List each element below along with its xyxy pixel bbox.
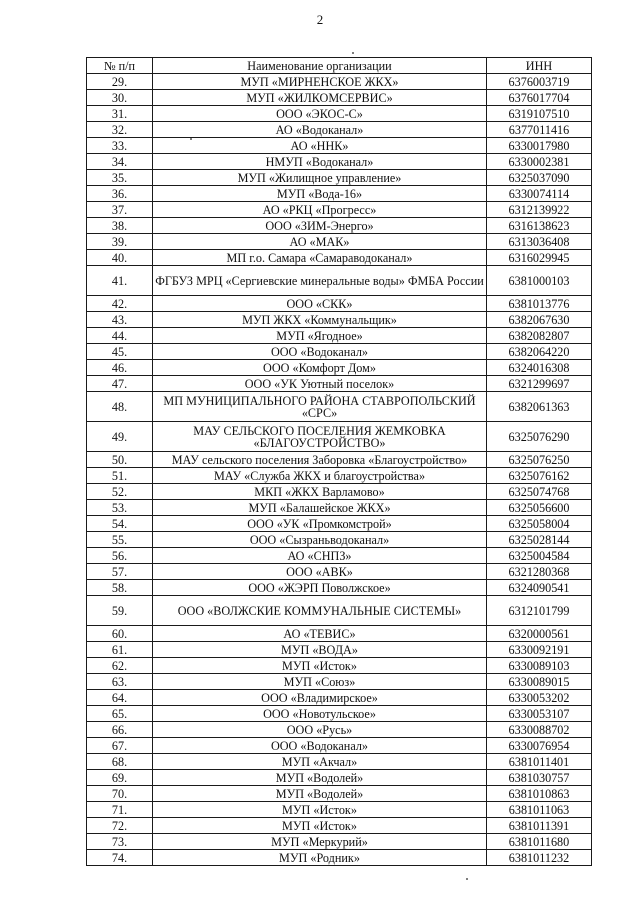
organization-name-cell: ООО «СКК» xyxy=(153,296,487,312)
table-row xyxy=(87,106,592,122)
row-number-cell: 73. xyxy=(87,834,153,850)
table-row xyxy=(87,328,592,344)
organization-name-cell: МУП «Вода-16» xyxy=(153,186,487,202)
table-row xyxy=(87,312,592,328)
inn-cell: 6381011391 xyxy=(487,818,592,834)
table-row xyxy=(87,722,592,738)
column-header-organization: Наименование организации xyxy=(153,58,487,74)
table-row xyxy=(87,754,592,770)
column-header-number: № п/п xyxy=(87,58,153,74)
organization-name-cell: ООО «Владимирское» xyxy=(153,690,487,706)
organization-name-cell: ООО «УК Уютный поселок» xyxy=(153,376,487,392)
inn-cell: 6325004584 xyxy=(487,548,592,564)
organization-name-cell: ООО «УК «Промкомстрой» xyxy=(153,516,487,532)
organization-name-cell: МП МУНИЦИПАЛЬНОГО РАЙОНА СТАВРОПОЛЬСКИЙ «СРС» xyxy=(153,392,487,422)
table-row xyxy=(87,690,592,706)
table-row xyxy=(87,376,592,392)
row-number-cell: 57. xyxy=(87,564,153,580)
row-number-cell: 62. xyxy=(87,658,153,674)
organization-name-cell: МУП ЖКХ «Коммунальщик» xyxy=(153,312,487,328)
organization-name-cell: МАУ СЕЛЬСКОГО ПОСЕЛЕНИЯ ЖЕМКОВКА «БЛАГОУСТРОЙСТВО» xyxy=(153,422,487,452)
organization-name-cell: ООО «ВОЛЖСКИЕ КОММУНАЛЬНЫЕ СИСТЕМЫ» xyxy=(153,596,487,626)
row-number-cell: 32. xyxy=(87,122,153,138)
organization-name-cell: МУП «Исток» xyxy=(153,818,487,834)
row-number-cell: 65. xyxy=(87,706,153,722)
inn-cell: 6330089103 xyxy=(487,658,592,674)
row-number-cell: 47. xyxy=(87,376,153,392)
organization-name-cell: ООО «ЗИМ-Энерго» xyxy=(153,218,487,234)
scan-speck xyxy=(352,52,354,54)
organization-name-cell: МУП «Меркурий» xyxy=(153,834,487,850)
inn-cell: 6382067630 xyxy=(487,312,592,328)
row-number-cell: 52. xyxy=(87,484,153,500)
inn-cell: 6316029945 xyxy=(487,250,592,266)
inn-cell: 6325076250 xyxy=(487,452,592,468)
table-row xyxy=(87,202,592,218)
row-number-cell: 67. xyxy=(87,738,153,754)
row-number-cell: 39. xyxy=(87,234,153,250)
inn-cell: 6381011401 xyxy=(487,754,592,770)
table-body xyxy=(87,74,592,866)
table-row xyxy=(87,74,592,90)
table-row xyxy=(87,344,592,360)
row-number-cell: 40. xyxy=(87,250,153,266)
row-number-cell: 33. xyxy=(87,138,153,154)
organization-name-cell: МП г.о. Самара «Самараводоканал» xyxy=(153,250,487,266)
organization-name-cell: НМУП «Водоканал» xyxy=(153,154,487,170)
organization-name-cell: МУП «Водолей» xyxy=(153,770,487,786)
table-row xyxy=(87,564,592,580)
table-row xyxy=(87,484,592,500)
organization-name-cell: АО «РКЦ «Прогресс» xyxy=(153,202,487,218)
row-number-cell: 53. xyxy=(87,500,153,516)
organization-name-cell: МУП «Балашейское ЖКХ» xyxy=(153,500,487,516)
row-number-cell: 70. xyxy=(87,786,153,802)
organization-name-cell: ООО «Новотульское» xyxy=(153,706,487,722)
table-row xyxy=(87,154,592,170)
row-number-cell: 64. xyxy=(87,690,153,706)
table-row xyxy=(87,674,592,690)
table-row xyxy=(87,422,592,452)
row-number-cell: 51. xyxy=(87,468,153,484)
organization-name-cell: МУП «Исток» xyxy=(153,802,487,818)
table-row xyxy=(87,122,592,138)
organizations-table xyxy=(86,57,592,866)
organization-name-cell: МУП «Жилищное управление» xyxy=(153,170,487,186)
inn-cell: 6377011416 xyxy=(487,122,592,138)
inn-cell: 6316138623 xyxy=(487,218,592,234)
table-row xyxy=(87,500,592,516)
table-row xyxy=(87,138,592,154)
table-row xyxy=(87,658,592,674)
row-number-cell: 38. xyxy=(87,218,153,234)
organization-name-cell: МУП «Водолей» xyxy=(153,786,487,802)
table-header-row xyxy=(87,58,592,74)
table-row xyxy=(87,834,592,850)
inn-cell: 6313036408 xyxy=(487,234,592,250)
table-row xyxy=(87,738,592,754)
row-number-cell: 72. xyxy=(87,818,153,834)
inn-cell: 6381010863 xyxy=(487,786,592,802)
inn-cell: 6382082807 xyxy=(487,328,592,344)
table-row xyxy=(87,532,592,548)
organization-name-cell: ООО «Русь» xyxy=(153,722,487,738)
inn-cell: 6381000103 xyxy=(487,266,592,296)
table-row xyxy=(87,266,592,296)
organization-name-cell: МУП «Родник» xyxy=(153,850,487,866)
table-row xyxy=(87,706,592,722)
row-number-cell: 50. xyxy=(87,452,153,468)
table-row xyxy=(87,296,592,312)
organization-name-cell: ООО «ЭКОС-С» xyxy=(153,106,487,122)
scan-speck xyxy=(466,878,468,880)
column-header-inn: ИНН xyxy=(487,58,592,74)
row-number-cell: 31. xyxy=(87,106,153,122)
inn-cell: 6325028144 xyxy=(487,532,592,548)
inn-cell: 6330002381 xyxy=(487,154,592,170)
table-row xyxy=(87,626,592,642)
row-number-cell: 41. xyxy=(87,266,153,296)
inn-cell: 6382064220 xyxy=(487,344,592,360)
row-number-cell: 69. xyxy=(87,770,153,786)
row-number-cell: 29. xyxy=(87,74,153,90)
table-row xyxy=(87,218,592,234)
inn-cell: 6325074768 xyxy=(487,484,592,500)
organization-name-cell: МАУ «Служба ЖКХ и благоустройства» xyxy=(153,468,487,484)
table-row xyxy=(87,802,592,818)
table-row xyxy=(87,786,592,802)
organization-name-cell: ООО «Комфорт Дом» xyxy=(153,360,487,376)
organization-name-cell: АО «ННК» xyxy=(153,138,487,154)
page-number: 2 xyxy=(316,12,324,27)
organization-name-cell: АО «Водоканал» xyxy=(153,122,487,138)
organization-name-cell: ФГБУЗ МРЦ «Сергиевские минеральные воды» ФМБА России xyxy=(153,266,487,296)
row-number-cell: 34. xyxy=(87,154,153,170)
inn-cell: 6330074114 xyxy=(487,186,592,202)
organization-name-cell: МУП «ВОДА» xyxy=(153,642,487,658)
inn-cell: 6325056600 xyxy=(487,500,592,516)
inn-cell: 6381013776 xyxy=(487,296,592,312)
table-row xyxy=(87,234,592,250)
row-number-cell: 37. xyxy=(87,202,153,218)
organization-name-cell: ООО «ЖЭРП Поволжское» xyxy=(153,580,487,596)
inn-cell: 6321280368 xyxy=(487,564,592,580)
row-number-cell: 58. xyxy=(87,580,153,596)
inn-cell: 6330089015 xyxy=(487,674,592,690)
row-number-cell: 71. xyxy=(87,802,153,818)
inn-cell: 6381011680 xyxy=(487,834,592,850)
organization-name-cell: ООО «Водоканал» xyxy=(153,738,487,754)
organization-name-cell: МУП «Союз» xyxy=(153,674,487,690)
table-row xyxy=(87,250,592,266)
inn-cell: 6330053202 xyxy=(487,690,592,706)
table-row xyxy=(87,516,592,532)
inn-cell: 6324016308 xyxy=(487,360,592,376)
row-number-cell: 44. xyxy=(87,328,153,344)
inn-cell: 6330092191 xyxy=(487,642,592,658)
row-number-cell: 42. xyxy=(87,296,153,312)
organization-name-cell: ООО «Сызраньводоканал» xyxy=(153,532,487,548)
row-number-cell: 63. xyxy=(87,674,153,690)
table-row xyxy=(87,186,592,202)
inn-cell: 6325076290 xyxy=(487,422,592,452)
organization-name-cell: МАУ сельского поселения Заборовка «Благоустройство» xyxy=(153,452,487,468)
table-row xyxy=(87,596,592,626)
inn-cell: 6381011232 xyxy=(487,850,592,866)
inn-cell: 6324090541 xyxy=(487,580,592,596)
inn-cell: 6312101799 xyxy=(487,596,592,626)
organization-name-cell: МУП «Акчал» xyxy=(153,754,487,770)
organization-name-cell: МУП «ЖИЛКОМСЕРВИС» xyxy=(153,90,487,106)
row-number-cell: 60. xyxy=(87,626,153,642)
row-number-cell: 55. xyxy=(87,532,153,548)
inn-cell: 6330053107 xyxy=(487,706,592,722)
inn-cell: 6325037090 xyxy=(487,170,592,186)
inn-cell: 6321299697 xyxy=(487,376,592,392)
inn-cell: 6381030757 xyxy=(487,770,592,786)
row-number-cell: 30. xyxy=(87,90,153,106)
organization-name-cell: ООО «АВК» xyxy=(153,564,487,580)
inn-cell: 6376003719 xyxy=(487,74,592,90)
inn-cell: 6381011063 xyxy=(487,802,592,818)
inn-cell: 6330088702 xyxy=(487,722,592,738)
table-row xyxy=(87,468,592,484)
row-number-cell: 61. xyxy=(87,642,153,658)
organization-name-cell: МУП «Исток» xyxy=(153,658,487,674)
table-row xyxy=(87,850,592,866)
table-row xyxy=(87,360,592,376)
inn-cell: 6376017704 xyxy=(487,90,592,106)
row-number-cell: 59. xyxy=(87,596,153,626)
row-number-cell: 45. xyxy=(87,344,153,360)
table-row xyxy=(87,642,592,658)
table-row xyxy=(87,580,592,596)
inn-cell: 6330017980 xyxy=(487,138,592,154)
row-number-cell: 43. xyxy=(87,312,153,328)
organization-name-cell: МУП «МИРНЕНСКОЕ ЖКХ» xyxy=(153,74,487,90)
row-number-cell: 36. xyxy=(87,186,153,202)
row-number-cell: 74. xyxy=(87,850,153,866)
inn-cell: 6382061363 xyxy=(487,392,592,422)
table-row xyxy=(87,818,592,834)
organization-name-cell: ООО «Водоканал» xyxy=(153,344,487,360)
table-row xyxy=(87,548,592,564)
row-number-cell: 56. xyxy=(87,548,153,564)
table-row xyxy=(87,392,592,422)
organization-name-cell: АО «МАК» xyxy=(153,234,487,250)
row-number-cell: 48. xyxy=(87,392,153,422)
row-number-cell: 68. xyxy=(87,754,153,770)
table-row xyxy=(87,770,592,786)
table-row xyxy=(87,452,592,468)
inn-cell: 6325076162 xyxy=(487,468,592,484)
organization-name-cell: АО «ТЕВИС» xyxy=(153,626,487,642)
row-number-cell: 46. xyxy=(87,360,153,376)
row-number-cell: 66. xyxy=(87,722,153,738)
organization-name-cell: АО «СНПЗ» xyxy=(153,548,487,564)
inn-cell: 6312139922 xyxy=(487,202,592,218)
inn-cell: 6319107510 xyxy=(487,106,592,122)
organization-name-cell: МУП «Ягодное» xyxy=(153,328,487,344)
inn-cell: 6330076954 xyxy=(487,738,592,754)
inn-cell: 6325058004 xyxy=(487,516,592,532)
table-row xyxy=(87,90,592,106)
inn-cell: 6320000561 xyxy=(487,626,592,642)
organization-name-cell: МКП «ЖКХ Варламово» xyxy=(153,484,487,500)
row-number-cell: 35. xyxy=(87,170,153,186)
row-number-cell: 49. xyxy=(87,422,153,452)
table-row xyxy=(87,170,592,186)
row-number-cell: 54. xyxy=(87,516,153,532)
